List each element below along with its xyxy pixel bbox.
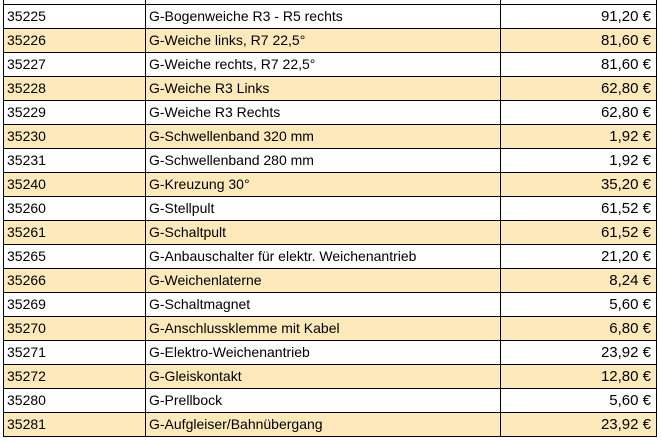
table-row: [4, 292, 657, 316]
article-number-cell: 35265: [4, 244, 146, 268]
article-name-cell: G-Schaltpult: [146, 220, 501, 244]
article-name-cell: G-Weiche rechts, R7 22,5°: [146, 52, 501, 76]
article-name-cell: G-Weiche R3 Rechts: [146, 100, 501, 124]
price-cell: 35,20 €: [501, 172, 657, 196]
price-cell: 91,20 €: [501, 4, 657, 28]
price-cell: 1,92 €: [501, 148, 657, 172]
table-row: [4, 268, 657, 292]
article-number-cell: 35271: [4, 340, 146, 364]
table-row: [4, 412, 657, 436]
price-cell: 5,60 €: [501, 292, 657, 316]
table-row: [4, 100, 657, 124]
price-cell: 8,24 €: [501, 268, 657, 292]
article-number-cell: 35272: [4, 364, 146, 388]
article-number-cell: 35230: [4, 124, 146, 148]
table-row: [4, 388, 657, 412]
article-number-cell: 35261: [4, 220, 146, 244]
article-number-cell: 35227: [4, 52, 146, 76]
table-row: [4, 28, 657, 52]
article-number-cell: 35240: [4, 172, 146, 196]
table-row: [4, 196, 657, 220]
article-name-cell: G-Stellpult: [146, 196, 501, 220]
article-name-cell: G-Weiche R3 Links: [146, 76, 501, 100]
article-name-cell: G-Weichenlaterne: [146, 268, 501, 292]
article-number-cell: 35280: [4, 388, 146, 412]
table-row: [4, 52, 657, 76]
table-row: [4, 244, 657, 268]
article-number-cell: 35281: [4, 412, 146, 436]
price-cell: 5,60 €: [501, 388, 657, 412]
table-row: [4, 124, 657, 148]
article-name-cell: G-Weiche links, R7 22,5°: [146, 28, 501, 52]
article-name-cell: G-Prellbock: [146, 388, 501, 412]
price-cell: 21,20 €: [501, 244, 657, 268]
article-number-cell: 35270: [4, 316, 146, 340]
article-number-cell: 35225: [4, 4, 146, 28]
table-row: [4, 316, 657, 340]
price-list-table: [3, 0, 657, 437]
article-number-cell: 35228: [4, 76, 146, 100]
table-row: [4, 340, 657, 364]
price-cell: 6,80 €: [501, 316, 657, 340]
price-cell: 12,80 €: [501, 364, 657, 388]
price-cell: 23,92 €: [501, 340, 657, 364]
article-name-cell: G-Anschlussklemme mit Kabel: [146, 316, 501, 340]
article-name-cell: G-Aufgleiser/Bahnübergang: [146, 412, 501, 436]
article-name-cell: G-Bogenweiche R3 - R5 rechts: [146, 4, 501, 28]
price-cell: 62,80 €: [501, 100, 657, 124]
table-row: [4, 364, 657, 388]
article-name-cell: G-Schaltmagnet: [146, 292, 501, 316]
article-number-cell: 35229: [4, 100, 146, 124]
article-name-cell: G-Gleiskontakt: [146, 364, 501, 388]
price-cell: 61,52 €: [501, 220, 657, 244]
article-name-cell: G-Anbauschalter für elektr. Weichenantrieb: [146, 244, 501, 268]
article-name-cell: G-Schwellenband 280 mm: [146, 148, 501, 172]
article-number-cell: 35266: [4, 268, 146, 292]
price-cell: 81,60 €: [501, 28, 657, 52]
article-number-cell: 35260: [4, 196, 146, 220]
price-list-body: [4, 0, 657, 436]
price-cell: 61,52 €: [501, 196, 657, 220]
article-name-cell: G-Kreuzung 30°: [146, 172, 501, 196]
table-row: [4, 148, 657, 172]
price-cell: 81,60 €: [501, 52, 657, 76]
article-name-cell: G-Schwellenband 320 mm: [146, 124, 501, 148]
price-cell: 23,92 €: [501, 412, 657, 436]
table-row: [4, 220, 657, 244]
article-number-cell: 35269: [4, 292, 146, 316]
article-number-cell: 35231: [4, 148, 146, 172]
article-number-cell: 35226: [4, 28, 146, 52]
price-cell: 1,92 €: [501, 124, 657, 148]
article-name-cell: G-Elektro-Weichenantrieb: [146, 340, 501, 364]
table-row: [4, 4, 657, 28]
table-row: [4, 172, 657, 196]
price-cell: 62,80 €: [501, 76, 657, 100]
table-row: [4, 76, 657, 100]
